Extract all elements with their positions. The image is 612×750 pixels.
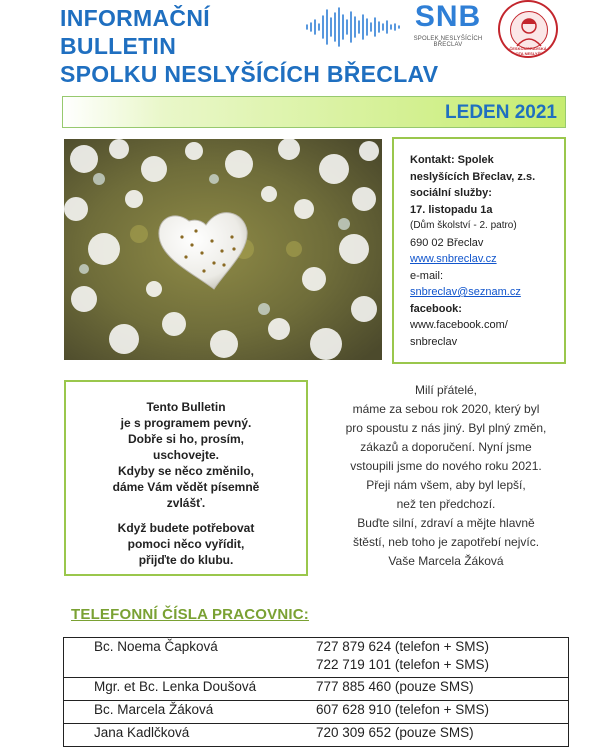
- contact-street: 17. listopadu 1a: [410, 203, 493, 216]
- table-row: [64, 678, 569, 701]
- notice-line: Když budete potřebovat: [117, 521, 255, 535]
- logo-text: SNB: [414, 0, 482, 33]
- portrait-icon: [510, 11, 548, 49]
- notice-box: [64, 380, 308, 576]
- notice-line: Tento Bulletin: [146, 400, 226, 414]
- phones-heading: TELEFONNÍ ČÍSLA PRACOVNIC:: [71, 606, 309, 623]
- phone-number: 607 628 910 (telefon + SMS): [316, 702, 489, 717]
- table-row: [64, 638, 569, 678]
- notice-line: je s programem pevný.: [120, 416, 252, 430]
- greeting-letter: [318, 381, 574, 571]
- phone-numbers: [316, 678, 569, 701]
- sound-wave-icon: [305, 6, 403, 48]
- letter-line: vstoupili jsme do nového roku 2021.: [350, 459, 542, 473]
- website-link[interactable]: www.snbreclav.cz: [410, 253, 497, 265]
- notice-line: uschovejte.: [152, 448, 220, 462]
- deaf-union-seal: [498, 0, 558, 58]
- notice-line: dáme Vám vědět písemně: [112, 480, 260, 494]
- letter-line: než ten předchozí.: [396, 497, 496, 511]
- phone-number: 720 309 652 (pouze SMS): [316, 725, 474, 740]
- notice-line: Dobře si ho, prosím,: [127, 432, 244, 446]
- email-link[interactable]: snbreclav@seznam.cz: [410, 286, 521, 298]
- facebook-label: facebook:: [410, 302, 462, 315]
- notice-paragraph: [80, 399, 292, 511]
- month-banner: [62, 96, 566, 128]
- facebook-line: www.facebook.com/: [410, 319, 508, 331]
- notice-line: pomoci něco vyřídit,: [127, 537, 245, 551]
- facebook-address: [410, 317, 552, 350]
- notice-line: zvlášť.: [166, 496, 206, 510]
- letter-line: Buďte silní, zdraví a mějte hlavně: [357, 516, 535, 530]
- table-row: [64, 701, 569, 724]
- notice-paragraph: [80, 520, 292, 568]
- phone-numbers: [316, 724, 569, 747]
- phone-number: 777 885 460 (pouze SMS): [316, 679, 474, 694]
- contact-org-line: sociální služby:: [410, 187, 492, 199]
- staff-name: Bc. Noema Čapková: [64, 638, 317, 678]
- letter-signature: Vaše Marcela Žáková: [388, 554, 504, 568]
- facebook-line: snbreclav: [410, 335, 458, 348]
- logo-subtitle: SPOLEK NESLYŠÍCÍCH BŘECLAV: [413, 36, 483, 48]
- phone-number: 722 719 101 (telefon + SMS): [316, 657, 489, 672]
- title-line: BULLETIN: [60, 33, 177, 59]
- letter-line: zákazů a doporučení. Nyní jsme: [360, 440, 532, 454]
- table-row: [64, 724, 569, 747]
- email-label: e-mail:: [410, 269, 444, 282]
- bulletin-date: LEDEN 2021: [445, 102, 557, 123]
- staff-name: Jana Kadlčková: [64, 724, 317, 747]
- contact-building-note: (Dům školství - 2. patro): [410, 220, 517, 231]
- phone-numbers: [316, 638, 569, 678]
- contact-org-line: Spolek: [457, 154, 494, 166]
- staff-name: Bc. Marcela Žáková: [64, 701, 317, 724]
- letter-line: pro spoustu z nás jiný. Byl plný změn,: [345, 421, 547, 435]
- notice-line: Kdyby se něco změnilo,: [117, 464, 255, 478]
- contact-label: Kontakt:: [410, 154, 455, 166]
- title-line: SPOLKU NESLYŠÍCÍCH BŘECLAV: [60, 61, 439, 87]
- contact-city: 690 02 Břeclav: [410, 236, 484, 249]
- staff-name: Mgr. et Bc. Lenka Doušová: [64, 678, 317, 701]
- phone-number: 727 879 624 (telefon + SMS): [316, 639, 489, 654]
- frosty-heart-photo: [64, 139, 382, 360]
- contact-org: [410, 152, 552, 202]
- phones-table: [63, 637, 569, 747]
- letter-line: máme za sebou rok 2020, který byl: [352, 402, 540, 416]
- notice-line: přijďte do klubu.: [138, 553, 234, 567]
- contact-box: [392, 137, 566, 364]
- title-line: INFORMAČNÍ: [60, 5, 210, 31]
- snb-logo: [402, 2, 494, 46]
- contact-org-line: neslyšících Břeclav, z.s.: [410, 170, 536, 183]
- phone-numbers: [316, 701, 569, 724]
- letter-line: Milí přátelé,: [414, 383, 478, 397]
- letter-line: štěstí, neb toho je zapotřebí nejvíc.: [352, 535, 540, 549]
- seal-text: ČESKOMORAVSKÁ JEDNOTA NESLYŠÍCÍCH: [504, 46, 552, 56]
- letter-line: Přeji nám všem, aby byl lepší,: [366, 478, 526, 492]
